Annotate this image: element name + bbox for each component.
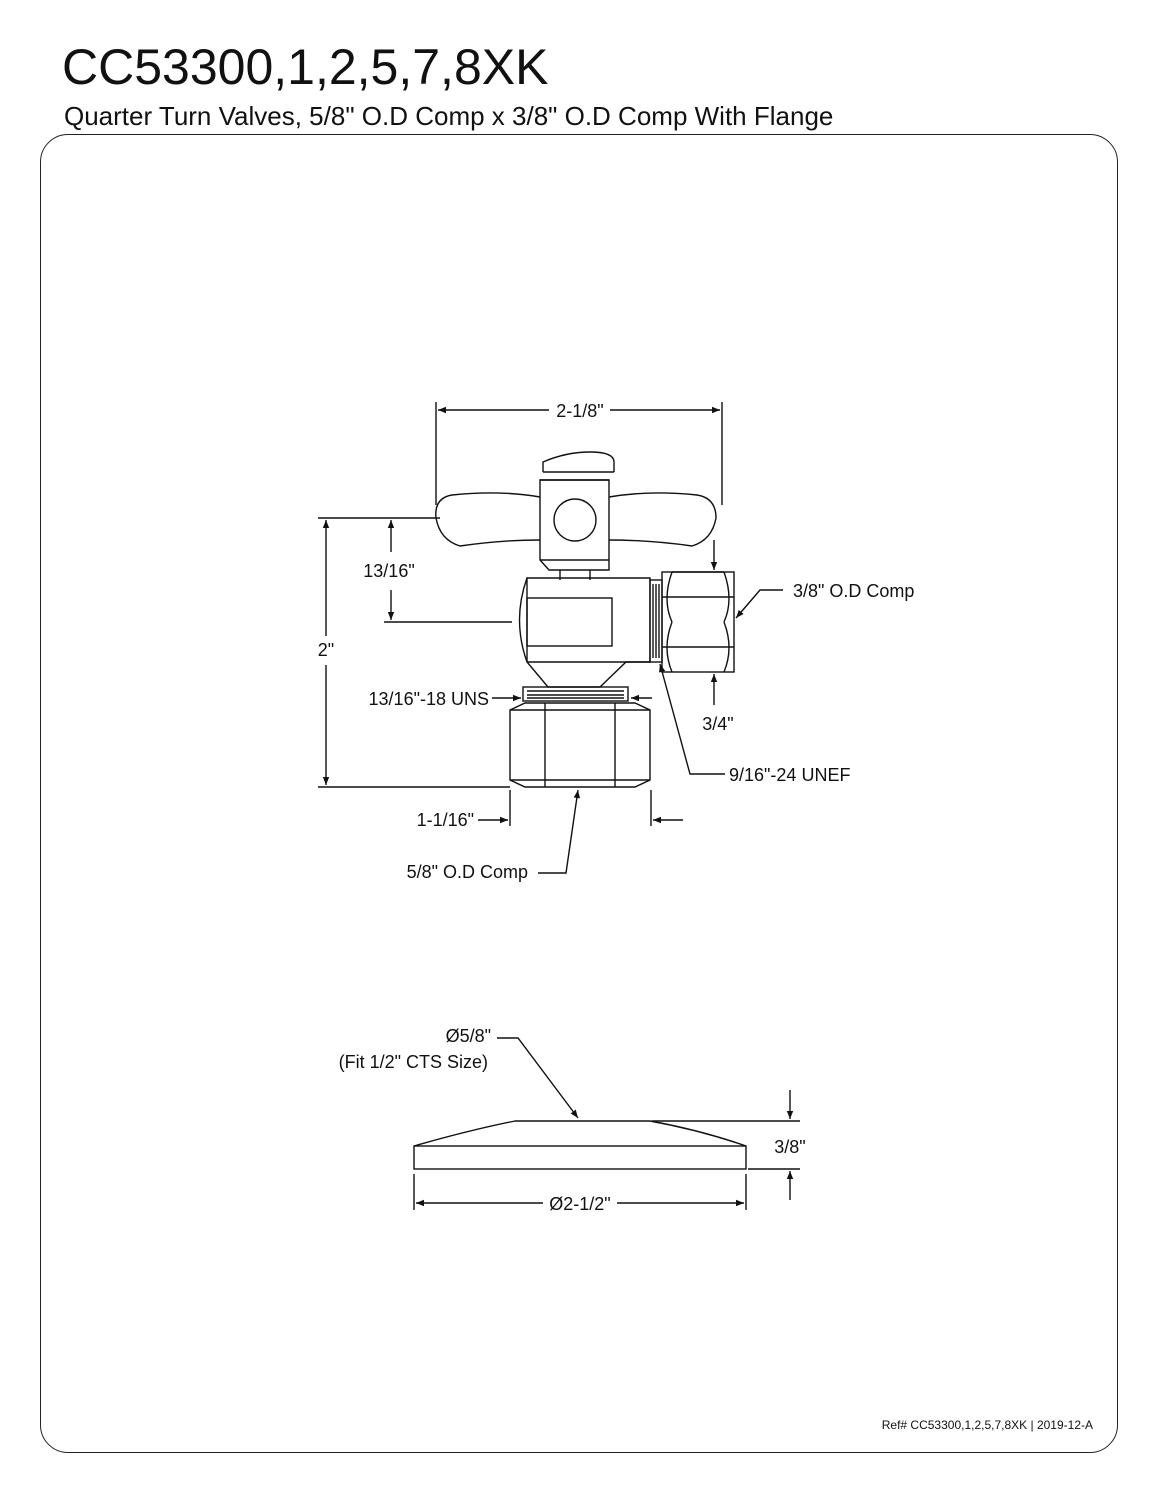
flange-illustration — [414, 1121, 746, 1169]
label-flange-bore: Ø5/8" — [445, 1026, 491, 1046]
label-handle-height: 13/16" — [363, 561, 415, 581]
label-outlet-connection: 3/8" O.D Comp — [793, 581, 915, 601]
drawing-subtitle: Quarter Turn Valves, 5/8" O.D Comp x 3/8" O.D Comp With Flange — [64, 101, 834, 131]
label-flange-height: 3/8" — [774, 1137, 806, 1157]
label-overall-width: 2-1/8" — [556, 401, 604, 421]
label-flange-bore-note: (Fit 1/2" CTS Size) — [338, 1052, 488, 1072]
valve-illustration — [436, 452, 734, 787]
label-outlet-thread: 9/16"-24 UNEF — [729, 765, 851, 785]
label-inlet-connection: 5/8" O.D Comp — [406, 862, 528, 882]
reference-number: Ref# CC53300,1,2,5,7,8XK | 2019-12-A — [881, 1418, 1093, 1432]
label-outlet-offset: 3/4" — [702, 714, 734, 734]
label-inlet-nut-width: 1-1/16" — [416, 810, 474, 830]
label-flange-outer-diameter: Ø2-1/2" — [549, 1194, 611, 1214]
label-overall-height: 2" — [317, 640, 335, 660]
drawing-title: CC53300,1,2,5,7,8XK — [62, 39, 549, 95]
label-inlet-thread: 13/16"-18 UNS — [368, 689, 489, 709]
